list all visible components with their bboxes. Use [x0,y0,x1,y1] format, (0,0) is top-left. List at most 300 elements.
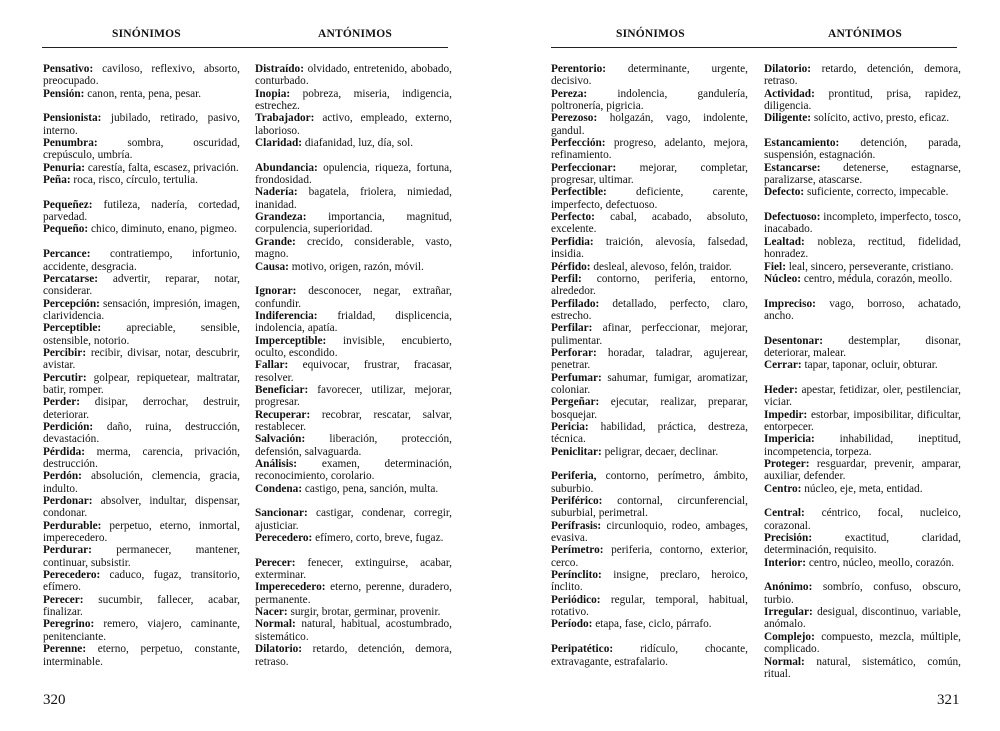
dictionary-entry [551,618,748,630]
dictionary-entry [551,261,748,273]
entry-gap [43,236,240,248]
entry-definition: detención, parada, suspensión, estagnación. [764,137,961,162]
entry-definition: regular, temporal, habitual, rotativo. [551,593,748,619]
entry-term: Fiel: [764,260,786,273]
entry-definition: sucumbir, fallecer, acabar, finalizar. [43,593,240,619]
dictionary-entry [255,285,452,310]
entry-term: Perfumar: [551,371,602,384]
dictionary-entry [764,261,961,273]
entry-term: Nadería: [255,186,298,199]
entry-term: Perímetro: [551,544,604,557]
entry-gap [43,186,240,198]
entry-term: Pensativo: [43,63,94,75]
entry-term: Perecedero: [43,569,101,582]
synonyms-column [551,63,748,668]
dictionary-entry [255,112,452,137]
entry-definition: mejorar, completar, progresar, ultimar. [551,161,748,187]
entry-term: Periódico: [551,593,601,606]
entry-term: Núcleo: [764,272,802,285]
entry-term: Ignorar: [255,285,297,298]
dictionary-entry [255,532,452,544]
dictionary-entry [764,236,961,261]
entry-term: Periferia, [551,470,597,483]
entry-term: Desentonar: [764,334,823,347]
entry-definition: vago, borroso, achatado, ancho. [764,297,961,322]
entry-definition: eterno, perenne, duradero, permanente. [255,581,452,606]
synonyms-column [43,63,240,668]
antonyms-header: ANTÓNIMOS [828,28,903,40]
dictionary-entry [43,594,240,619]
dictionary-entry [551,569,748,594]
entry-term: Pereza: [551,87,588,100]
entry-definition: frialdad, displicencia, indolencia, apatía. [255,309,452,335]
dictionary-entry [764,433,961,458]
entry-term: Actividad: [764,87,815,100]
entry-definition: detallado, perfecto, claro, estrecho. [551,297,748,322]
dictionary-entry [43,470,240,495]
entry-term: Penumbra: [43,137,98,150]
entry-definition: circunloquio, rodeo, ambages, evasiva. [551,519,748,545]
entry-term: Normal: [764,655,805,668]
entry-term: Nacer: [255,606,288,619]
dictionary-entry [43,112,240,137]
dictionary-entry [255,335,452,360]
entry-definition: jubilado, retirado, pasivo, interno. [43,112,240,137]
entry-term: Centro: [764,482,802,495]
entry-definition: núcleo, eje, meta, entidad. [801,482,923,495]
entry-term: Perfilar: [551,322,593,335]
entry-definition: peligrar, decaer, declinar. [601,445,719,458]
entry-definition: leal, sincero, perseverante, cristiano. [785,260,954,273]
entry-definition: centro, médula, corazón, meollo. [801,272,953,285]
entry-definition: absolver, indultar, dispensar, condonar. [43,495,240,520]
entry-term: Perínclito: [551,569,602,582]
dictionary-entry [43,372,240,397]
dictionary-entry [551,347,748,372]
entry-definition: habilidad, práctica, destreza, técnica. [551,420,748,446]
entry-term: Pequeño: [43,223,89,236]
entry-definition: pobreza, miseria, indigencia, estrechez. [255,87,452,113]
entry-definition: importancia, magnitud, corpulencia, superioridad. [255,211,452,236]
entry-definition: tapar, taponar, ocluir, obturar. [801,359,938,372]
page-number: 320 [43,692,66,708]
entry-definition: nobleza, rectitud, fidelidad, honradez. [764,235,961,261]
entry-term: Percepción: [43,297,100,310]
entry-definition: examen, determinación, reconocimiento, corolario. [255,458,452,483]
entry-term: Trabajador: [255,112,315,125]
entry-definition: golpear, repiquetear, maltratar, batir, romper. [43,371,240,396]
dictionary-entry [255,557,452,582]
entry-definition: invisible, encubierto, oculto, escondido. [255,334,452,359]
dictionary-entry [551,137,748,162]
dictionary-entry [551,273,748,298]
entry-term: Perdurable: [43,519,102,532]
dictionary-entry [551,446,748,458]
dictionary-entry [255,433,452,458]
entry-definition: centro, núcleo, meollo, corazón. [806,556,955,569]
entry-term: Percance: [43,248,91,261]
dictionary-entry [43,520,240,545]
entry-definition: surgir, brotar, germinar, provenir. [287,606,441,619]
dictionary-entry [255,186,452,211]
dictionary-entry [764,186,961,198]
entry-definition: permanecer, mantener, continuar, subsistir. [43,544,240,569]
entry-term: Beneficiar: [255,383,309,396]
entry-term: Estancamiento: [764,137,840,150]
entry-term: Perfilado: [551,297,600,310]
entry-term: Anónimo: [764,581,813,594]
entry-definition: exactitud, claridad, determinación, requisito. [764,532,961,557]
entry-term: Perecer: [255,556,296,569]
entry-term: Pericia: [551,420,589,433]
entry-gap [255,495,452,507]
entry-definition: absolución, clemencia, gracia, indulto. [43,470,240,495]
dictionary-entry [255,581,452,606]
dictionary-entry [255,483,452,495]
dictionary-entry [551,162,748,187]
header-rule [551,47,957,48]
entry-gap [255,149,452,161]
dictionary-entry [255,63,452,88]
entry-term: Perfil: [551,272,582,285]
entry-definition: futileza, nadería, cortedad, parvedad. [43,198,240,224]
entry-term: Impreciso: [764,297,816,310]
entry-definition: efímero, corto, breve, fugaz. [312,532,444,545]
entry-definition: retardo, detención, demora, retraso. [764,63,961,88]
entry-term: Indiferencia: [255,309,318,322]
entry-definition: horadar, taladrar, agujerear, penetrar. [551,346,748,372]
dictionary-entry [43,643,240,668]
entry-term: Causa: [255,260,289,273]
dictionary-entry [255,458,452,483]
dictionary-entry [43,544,240,569]
dictionary-entry [43,396,240,421]
entry-gap [551,631,748,643]
entry-definition: contorno, periferia, entorno, alrededor. [551,272,748,298]
dictionary-entry [764,384,961,409]
entry-definition: etapa, fase, ciclo, párrafo. [592,618,712,631]
entry-definition: insigne, preclaro, heroico, ínclito. [551,569,748,594]
entry-definition: liberación, protección, defensión, salvaguarda. [255,433,452,458]
entry-term: Estancarse: [764,161,821,174]
entry-term: Pergeñar: [551,396,600,409]
entry-term: Percibir: [43,346,87,359]
entry-definition: inhabilidad, ineptitud, incompetencia, torpeza. [764,433,961,458]
dictionary-entry [764,631,961,656]
dictionary-entry [551,544,748,569]
dictionary-entry [43,162,240,174]
dictionary-entry [764,359,961,371]
dictionary-entry [764,409,961,434]
entry-definition: sombrío, confuso, obscuro, turbio. [764,581,961,606]
entry-definition: suficiente, correcto, impecable. [804,186,949,199]
entry-term: Período: [551,618,593,631]
entry-gap [764,125,961,137]
dictionary-entry [551,186,748,211]
entry-term: Análisis: [255,458,298,470]
entry-term: Abundancia: [255,161,318,174]
entry-definition: determinante, urgente, decisivo. [551,63,748,88]
dictionary-entry [255,88,452,113]
entry-term: Dilatorio: [255,643,303,656]
entry-gap [764,322,961,334]
dictionary-entry [255,409,452,434]
entry-definition: apreciable, sensible, ostensible, notorio. [43,322,240,347]
entry-term: Cerrar: [764,359,802,372]
dictionary-entry [43,248,240,273]
dictionary-entry [255,606,452,618]
entry-definition: contornal, circunferencial, suburbial, perimetral. [551,495,748,520]
entry-definition: merma, carencia, privación, destrucción. [43,445,240,470]
entry-definition: desconocer, negar, extrañar, confundir. [255,285,452,310]
entry-definition: traición, alevosía, falsedad, insidia. [551,235,748,261]
entry-definition: deficiente, carente, imperfecto, defectuoso. [551,186,748,211]
entry-term: Recuperar: [255,408,311,421]
entry-term: Perdición: [43,420,94,433]
dictionary-entry [764,137,961,162]
entry-definition: cabal, acabado, absoluto, excelente. [551,211,748,236]
entry-definition: natural, habitual, acostumbrado, sistemático. [255,618,452,643]
dictionary-entry [551,396,748,421]
dictionary-entry [764,581,961,606]
entry-term: Defectuoso: [764,211,821,224]
entry-definition: advertir, reparar, notar, considerar. [43,272,240,298]
entry-term: Perecer: [43,593,84,606]
dictionary-entry [255,310,452,335]
entry-definition: equivocar, frustrar, fracasar, resolver. [255,359,452,384]
entry-definition: recibir, divisar, notar, descubrir, avistar. [43,346,240,372]
entry-term: Imperecedero: [255,581,326,594]
right-page [500,0,1000,731]
entry-definition: opulencia, riqueza, fortuna, frondosidad. [255,161,452,187]
entry-gap [551,458,748,470]
entry-definition: afinar, perfeccionar, mejorar, pulimentar. [551,322,748,347]
dictionary-entry [764,63,961,88]
entry-gap [764,285,961,297]
entry-term: Interior: [764,556,807,569]
dictionary-entry [255,507,452,532]
entry-term: Perezoso: [551,112,598,125]
dictionary-entry [764,458,961,483]
entry-term: Impericia: [764,433,815,446]
entry-term: Claridad: [255,137,303,150]
dictionary-entry [43,223,240,235]
dictionary-entry [43,446,240,471]
dictionary-entry [255,618,452,643]
entry-gap [764,569,961,581]
dictionary-entry [764,211,961,236]
entry-term: Dilatorio: [764,63,812,75]
entry-definition: desigual, discontinuo, variable, anómalo. [764,606,961,631]
entry-definition: prontitud, prisa, rapidez, diligencia. [764,87,961,113]
dictionary-entry [255,236,452,261]
entry-definition: roca, risco, círculo, tertulia. [70,174,198,187]
entry-term: Pequeñez: [43,198,93,211]
dictionary-entry [255,261,452,273]
entry-term: Defecto: [764,186,805,199]
entry-definition: carestía, falta, escasez, privación. [85,161,239,174]
entry-term: Perder: [43,396,81,409]
entry-term: Grandeza: [255,211,307,224]
dictionary-entry [551,421,748,446]
dictionary-entry [551,211,748,236]
entry-definition: activo, empleado, externo, laborioso. [255,112,452,137]
dictionary-entry [551,470,748,495]
entry-term: Fallar: [255,359,289,372]
entry-definition: daño, ruina, destrucción, devastación. [43,420,240,446]
entry-definition: holgazán, vago, indolente, gandul. [551,112,748,137]
dictionary-entry [764,557,961,569]
entry-gap [764,199,961,211]
entry-definition: caviloso, reflexivo, absorto, preocupado. [43,63,240,88]
entry-definition: progreso, adelanto, mejora, refinamiento. [551,137,748,162]
dictionary-entry [764,273,961,285]
entry-term: Normal: [255,618,296,631]
entry-definition: ejecutar, realizar, preparar, bosquejar. [551,396,748,421]
dictionary-entry [255,359,452,384]
dictionary-entry [43,495,240,520]
header-rule [42,47,448,48]
antonyms-column [255,63,452,668]
entry-term: Perdurar: [43,544,92,557]
dictionary-entry [255,384,452,409]
entry-term: Proteger: [764,458,810,470]
dictionary-entry [255,643,452,668]
dictionary-entry [551,112,748,137]
entry-term: Perecedero: [255,532,313,545]
dictionary-entry [43,88,240,100]
entry-term: Peripatético: [551,643,614,656]
dictionary-entry [43,347,240,372]
entry-definition: ridículo, chocante, extravagante, estrafalario. [551,643,748,668]
entry-definition: incompleto, imperfecto, tosco, inacabado. [764,211,962,236]
dictionary-entry [764,88,961,113]
entry-gap [43,100,240,112]
entry-definition: desleal, alevoso, felón, traidor. [590,260,732,273]
dictionary-entry [551,298,748,323]
dictionary-entry [551,594,748,619]
entry-term: Perfectible: [551,186,607,199]
entry-definition: natural, sistemático, común, ritual. [764,655,961,680]
entry-definition: disipar, derrochar, destruir, deteriorar. [43,396,240,421]
entry-term: Pérdida: [43,445,86,458]
entry-definition: contorno, perímetro, ámbito, suburbio. [551,470,748,495]
dictionary-entry [764,507,961,532]
entry-definition: céntrico, focal, nucleico, corazonal. [764,507,961,532]
dictionary-entry [551,236,748,261]
dictionary-entry [764,335,961,360]
dictionary-entry [43,137,240,162]
entry-definition: recobrar, rescatar, salvar, restablecer. [255,408,452,433]
dictionary-entry [255,162,452,187]
dictionary-entry [43,174,240,186]
dictionary-entry [43,322,240,347]
entry-definition: eterno, perpetuo, constante, interminable. [43,643,240,668]
entry-term: Pérfido: [551,260,591,273]
entry-term: Periférico: [551,495,603,508]
entry-term: Perceptible: [43,322,102,335]
entry-definition: perpetuo, eterno, inmortal, imperecedero. [43,519,240,545]
entry-definition: periferia, contorno, exterior, cerco. [551,544,748,569]
dictionary-entry [43,199,240,224]
entry-term: Imperceptible: [255,334,327,347]
entry-gap [764,372,961,384]
dictionary-entry [43,569,240,594]
entry-definition: indolencia, gandulería, poltronería, pigricia. [551,87,748,113]
dictionary-entry [764,298,961,323]
dictionary-entry [551,495,748,520]
dictionary-entry [764,606,961,631]
entry-definition: destemplar, disonar, deteriorar, malear. [764,334,961,359]
entry-definition: estorbar, imposibilitar, dificultar, entorpecer. [764,408,961,433]
entry-term: Perdón: [43,470,82,483]
entry-definition: canon, renta, pena, pesar. [84,87,202,100]
entry-definition: motivo, origen, razón, móvil. [288,260,424,273]
entry-definition: remero, viajero, caminante, penitenciante. [43,618,240,643]
entry-definition: sensación, impresión, imagen, clarividencia. [43,297,240,322]
entry-term: Perenne: [43,643,87,656]
dictionary-entry [764,656,961,681]
entry-definition: contratiempo, infortunio, accidente, desgracia. [43,248,240,273]
entry-gap [764,495,961,507]
entry-definition: diafanidad, luz, día, sol. [302,137,414,150]
entry-definition: chico, diminuto, enano, pigmeo. [88,223,237,236]
entry-term: Pensión: [43,87,85,100]
entry-term: Perdonar: [43,495,93,508]
entry-definition: solícito, activo, presto, eficaz. [811,112,950,125]
entry-definition: sombra, oscuridad, crepúsculo, umbría. [43,137,240,162]
entry-term: Perfidia: [551,235,594,248]
dictionary-entry [764,483,961,495]
dictionary-entry [551,520,748,545]
dictionary-entry [43,298,240,323]
entry-term: Irregular: [764,606,813,619]
dictionary-entry [43,618,240,643]
entry-definition: fenecer, extinguirse, acabar, exterminar. [255,556,452,582]
entry-term: Distraído: [255,63,304,75]
entry-term: Perforar: [551,346,597,359]
entry-term: Central: [764,507,805,520]
dictionary-entry [764,162,961,187]
antonyms-column [764,63,961,680]
entry-gap [255,544,452,556]
entry-term: Perfecto: [551,211,595,224]
entry-term: Perfeccionar: [551,161,617,174]
antonyms-header: ANTÓNIMOS [318,28,393,40]
entry-term: Perfección: [551,137,606,150]
entry-term: Diligente: [764,112,812,125]
dictionary-entry [255,211,452,236]
dictionary-entry [764,112,961,124]
entry-definition: compuesto, mezcla, múltiple, complicado. [764,630,961,656]
entry-term: Condena: [255,482,303,495]
dictionary-entry [764,532,961,557]
entry-definition: crecido, considerable, vasto, magno. [255,235,452,261]
entry-definition: apestar, fetidizar, oler, pestilenciar, viciar. [764,383,961,409]
entry-term: Impedir: [764,408,808,421]
entry-term: Inopia: [255,87,291,100]
entry-term: Grande: [255,235,296,248]
entry-term: Precisión: [764,532,813,545]
entry-term: Salvación: [255,433,306,446]
entry-definition: retardo, detención, demora, retraso. [255,643,452,668]
entry-definition: favorecer, utilizar, mejorar, progresar. [255,383,452,409]
entry-definition: caduco, fugaz, transitorio, efímero. [43,569,240,594]
entry-term: Pensionista: [43,112,102,125]
entry-definition: castigar, condenar, corregir, ajusticiar. [255,507,452,532]
entry-term: Perentorio: [551,63,606,75]
entry-term: Perífrasis: [551,519,602,532]
